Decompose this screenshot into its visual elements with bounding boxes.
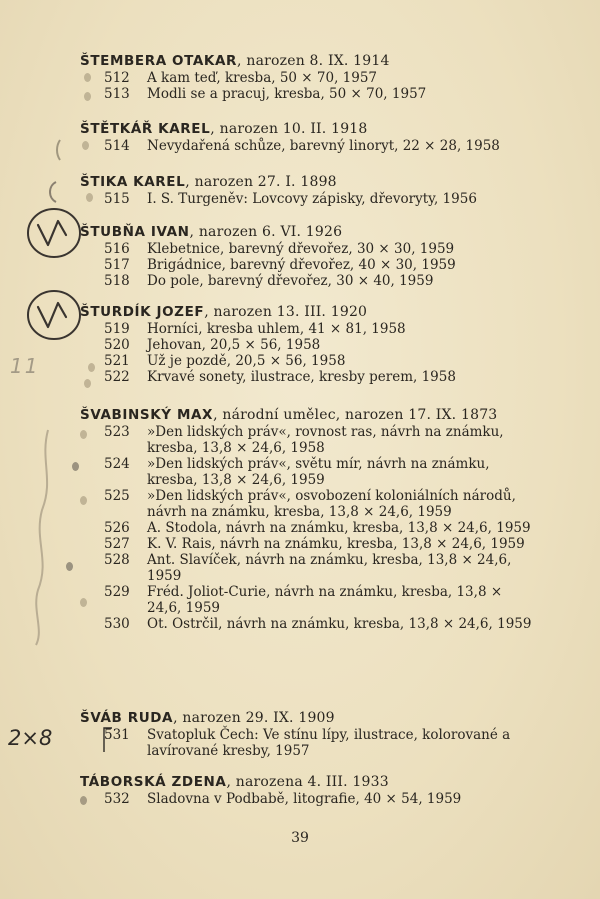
circled-check-mark-icon (24, 287, 84, 343)
artist-heading (80, 406, 540, 424)
pencil-dot-mark (80, 796, 87, 805)
entry-text: Svatopluk Čech: Ve stínu lípy, ilustrace, kolorované a lavírované kresby, 1957 (147, 727, 511, 759)
entry-text: A. Stodola, návrh na známku, kresba, 13,8 × 24,6, 1959 (147, 520, 531, 536)
artist-info: , narozen 10. II. 1918 (210, 121, 368, 137)
entry-text: I. S. Turgeněv: Lovcovy zápisky, dřevoryty, 1956 (147, 191, 477, 207)
entry-number: 519 (104, 321, 130, 337)
pencil-dot-mark (84, 92, 91, 101)
pencil-dot-mark (72, 462, 79, 471)
handwritten-note: 2×8 (8, 726, 53, 750)
entry-number: 515 (104, 191, 130, 207)
artist-section (80, 406, 540, 632)
artist-name: ŠTIKA KAREL (80, 174, 186, 190)
artist-name: ŠVÁB RUDA (80, 710, 174, 726)
artist-section (80, 223, 540, 289)
catalog-entry (80, 138, 540, 154)
entry-number: 512 (104, 70, 130, 86)
entry-number: 528 (104, 552, 130, 568)
entry-text: »Den lidských práv«, rovnost ras, návrh na známku, kresba, 13,8 × 24,6, 1958 (147, 424, 504, 456)
artist-name: TÁBORSKÁ ZDENA (80, 774, 227, 790)
catalog-entry (80, 552, 540, 584)
artist-name: ŠVABINSKÝ MAX (80, 407, 214, 423)
artist-section (80, 120, 540, 154)
entry-text: Už je pozdě, 20,5 × 56, 1958 (147, 353, 346, 369)
entry-number: 516 (104, 241, 130, 257)
entry-number: 514 (104, 138, 130, 154)
entry-text: Modli se a pracuj, kresba, 50 × 70, 1957 (147, 86, 427, 102)
artist-heading (80, 173, 540, 191)
entry-number: 520 (104, 337, 130, 353)
catalog-entry (80, 520, 540, 536)
catalog-entry (80, 337, 540, 353)
pencil-scribble-mark (20, 420, 60, 650)
entry-text: Brigádnice, barevný dřevořez, 40 × 30, 1959 (147, 257, 456, 273)
catalog-entry (80, 321, 540, 337)
entry-text: Do pole, barevný dřevořez, 30 × 40, 1959 (147, 273, 434, 289)
entry-number: 526 (104, 520, 130, 536)
catalog-entry (80, 353, 540, 369)
artist-info: , narozen 8. IX. 1914 (237, 53, 390, 69)
entry-text: Klebetnice, barevný dřevořez, 30 × 30, 1959 (147, 241, 455, 257)
pencil-dot-mark (80, 430, 87, 439)
catalog-entry (80, 273, 540, 289)
entry-text: Ot. Ostrčil, návrh na známku, kresba, 13,8 × 24,6, 1959 (147, 616, 532, 632)
artist-info: , narozen 27. I. 1898 (185, 174, 337, 190)
page-number: 39 (291, 830, 309, 846)
pencil-dot-mark (80, 598, 87, 607)
catalog-entry (80, 791, 540, 807)
pencil-dot-mark (80, 496, 87, 505)
artist-name: ŠTEMBERA OTAKAR (80, 53, 238, 69)
catalog-entry (80, 616, 540, 632)
entry-number: 529 (104, 584, 130, 600)
entry-number: 521 (104, 353, 130, 369)
pencil-dot-mark (84, 73, 91, 82)
artist-heading (80, 303, 540, 321)
handwritten-note: 11 (10, 354, 40, 378)
entry-text: »Den lidských práv«, osvobození koloniálních národů, návrh na známku, kresba, 13,8 × 24,6, 1959 (147, 488, 516, 520)
artist-section (80, 173, 540, 207)
entry-text: A kam teď, kresba, 50 × 70, 1957 (147, 70, 378, 86)
pencil-squiggle-mark (50, 138, 70, 162)
artist-name: ŠTUBŇA IVAN (80, 224, 190, 240)
artist-section (80, 773, 540, 807)
entry-number: 525 (104, 488, 130, 504)
entry-number: 523 (104, 424, 130, 440)
artist-section (80, 709, 540, 759)
entry-text: Nevydařená schůze, barevný linoryt, 22 × 28, 1958 (147, 138, 500, 154)
entry-text: Krvavé sonety, ilustrace, kresby perem, 1958 (147, 369, 456, 385)
entry-text: K. V. Rais, návrh na známku, kresba, 13,8 × 24,6, 1959 (147, 536, 525, 552)
entry-number: 518 (104, 273, 130, 289)
artist-heading (80, 709, 540, 727)
catalog-entry (80, 369, 540, 385)
catalog-entry (80, 257, 540, 273)
artist-heading (80, 52, 540, 70)
entry-text: Horníci, kresba uhlem, 41 × 81, 1958 (147, 321, 406, 337)
catalog-entry (80, 86, 540, 102)
entry-number: 513 (104, 86, 130, 102)
pencil-squiggle-mark (44, 178, 64, 206)
entry-text: Fréd. Joliot-Curie, návrh na známku, kresba, 13,8 × 24,6, 1959 (147, 584, 503, 616)
catalog-entry (80, 241, 540, 257)
entry-number: 527 (104, 536, 130, 552)
artist-name: ŠTURDÍK JOZEF (80, 304, 205, 320)
catalog-entry (80, 584, 540, 616)
catalog-entry (80, 536, 540, 552)
pencil-dot-mark (66, 562, 73, 571)
artist-heading (80, 120, 540, 138)
catalog-entry (80, 488, 540, 520)
artist-info: , národní umělec, narozen 17. IX. 1873 (213, 407, 498, 423)
catalog-entry (80, 727, 540, 759)
artist-info: , narozen 29. IX. 1909 (173, 710, 335, 726)
entry-number: 524 (104, 456, 130, 472)
artist-section (80, 303, 540, 385)
entry-number: 532 (104, 791, 130, 807)
entry-number: 530 (104, 616, 130, 632)
entry-text: »Den lidských práv«, světu mír, návrh na známku, kresba, 13,8 × 24,6, 1959 (147, 456, 490, 488)
entry-text: Ant. Slavíček, návrh na známku, kresba, 13,8 × 24,6, 1959 (147, 552, 512, 584)
pencil-dot-mark (86, 193, 93, 202)
artist-section (80, 52, 540, 102)
artist-name: ŠTĚTKÁŘ KAREL (80, 121, 211, 137)
artist-info: , narozen 6. VI. 1926 (189, 224, 343, 240)
artist-heading (80, 223, 540, 241)
circled-check-mark-icon (24, 205, 84, 261)
bracket-mark (100, 726, 116, 756)
pencil-dot-mark (84, 379, 91, 388)
artist-info: , narozen 13. III. 1920 (204, 304, 368, 320)
entry-text: Jehovan, 20,5 × 56, 1958 (147, 337, 321, 353)
catalog-entry (80, 70, 540, 86)
catalog-entry (80, 456, 540, 488)
entry-number: 517 (104, 257, 130, 273)
pencil-dot-mark (82, 141, 89, 150)
artist-info: , narozena 4. III. 1933 (226, 774, 389, 790)
catalog-entry (80, 191, 540, 207)
entry-text: Sladovna v Podbabě, litografie, 40 × 54, 1959 (147, 791, 462, 807)
entry-number: 522 (104, 369, 130, 385)
entry-number: 531 (104, 727, 130, 743)
artist-heading (80, 773, 540, 791)
catalog-entry (80, 424, 540, 456)
pencil-dot-mark (88, 363, 95, 372)
